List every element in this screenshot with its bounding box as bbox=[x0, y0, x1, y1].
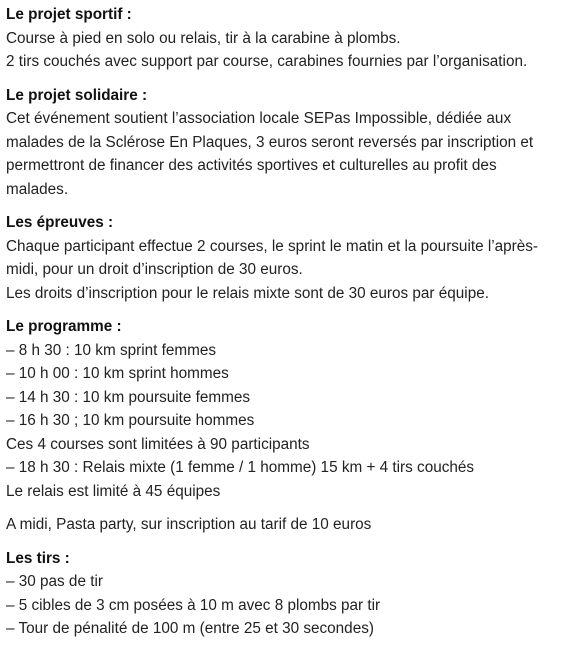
section-projet-solidaire bbox=[6, 84, 576, 202]
text-line: midi, pour un droit d’inscription de 30 euros. bbox=[6, 261, 303, 278]
section-heading: Les épreuves : bbox=[6, 214, 114, 231]
list-item: – Tour de pénalité de 100 m (entre 25 et 30 secondes) bbox=[6, 620, 374, 637]
schedule-line: – 18 h 30 : Relais mixte (1 femme / 1 homme) 15 km + 4 tirs couchés bbox=[6, 459, 475, 476]
section-epreuves bbox=[6, 211, 576, 305]
text-line: 2 tirs couchés avec support par course, carabines fournies par l’organisation. bbox=[6, 53, 528, 70]
schedule-line: – 14 h 30 : 10 km poursuite femmes bbox=[6, 388, 251, 406]
section-heading: Les tirs : bbox=[6, 549, 70, 567]
schedule-note: Ces 4 courses sont limitées à 90 participants bbox=[6, 435, 310, 453]
text-line: malades. bbox=[6, 180, 69, 198]
text-line: Cet événement soutient l’association locale SEPas Impossible, dédiée aux bbox=[6, 110, 512, 127]
schedule-line: – 16 h 30 ; 10 km poursuite hommes bbox=[6, 412, 255, 429]
section-programme bbox=[6, 315, 576, 503]
section-tirs bbox=[6, 547, 576, 641]
text-line: Course à pied en solo ou relais, tir à la carabine à plombs. bbox=[6, 29, 401, 47]
section-heading: Le projet solidaire : bbox=[6, 86, 148, 104]
text-line: Chaque participant effectue 2 courses, le sprint le matin et la poursuite l’après- bbox=[6, 237, 539, 255]
section-projet-sportif bbox=[6, 3, 576, 74]
schedule-line: – 8 h 30 : 10 km sprint femmes bbox=[6, 341, 216, 359]
list-item: – 5 cibles de 3 cm posées à 10 m avec 8 plombs par tir bbox=[6, 596, 381, 614]
schedule-note: Le relais est limité à 45 équipes bbox=[6, 482, 221, 500]
text-line: Les droits d’inscription pour le relais mixte sont de 30 euros par équipe. bbox=[6, 284, 489, 302]
text-line: malades de la Sclérose En Plaques, 3 euros seront reversés par inscription et bbox=[6, 133, 534, 151]
section-heading: Le projet sportif : bbox=[6, 6, 132, 23]
pasta-party-note: A midi, Pasta party, sur inscription au tarif de 10 euros bbox=[6, 516, 372, 533]
schedule-line: – 10 h 00 : 10 km sprint hommes bbox=[6, 365, 229, 382]
section-heading: Le programme : bbox=[6, 318, 122, 335]
text-line: permettront de financer des activités sportives et culturelles au profit des bbox=[6, 157, 497, 174]
list-item: – 30 pas de tir bbox=[6, 573, 103, 590]
